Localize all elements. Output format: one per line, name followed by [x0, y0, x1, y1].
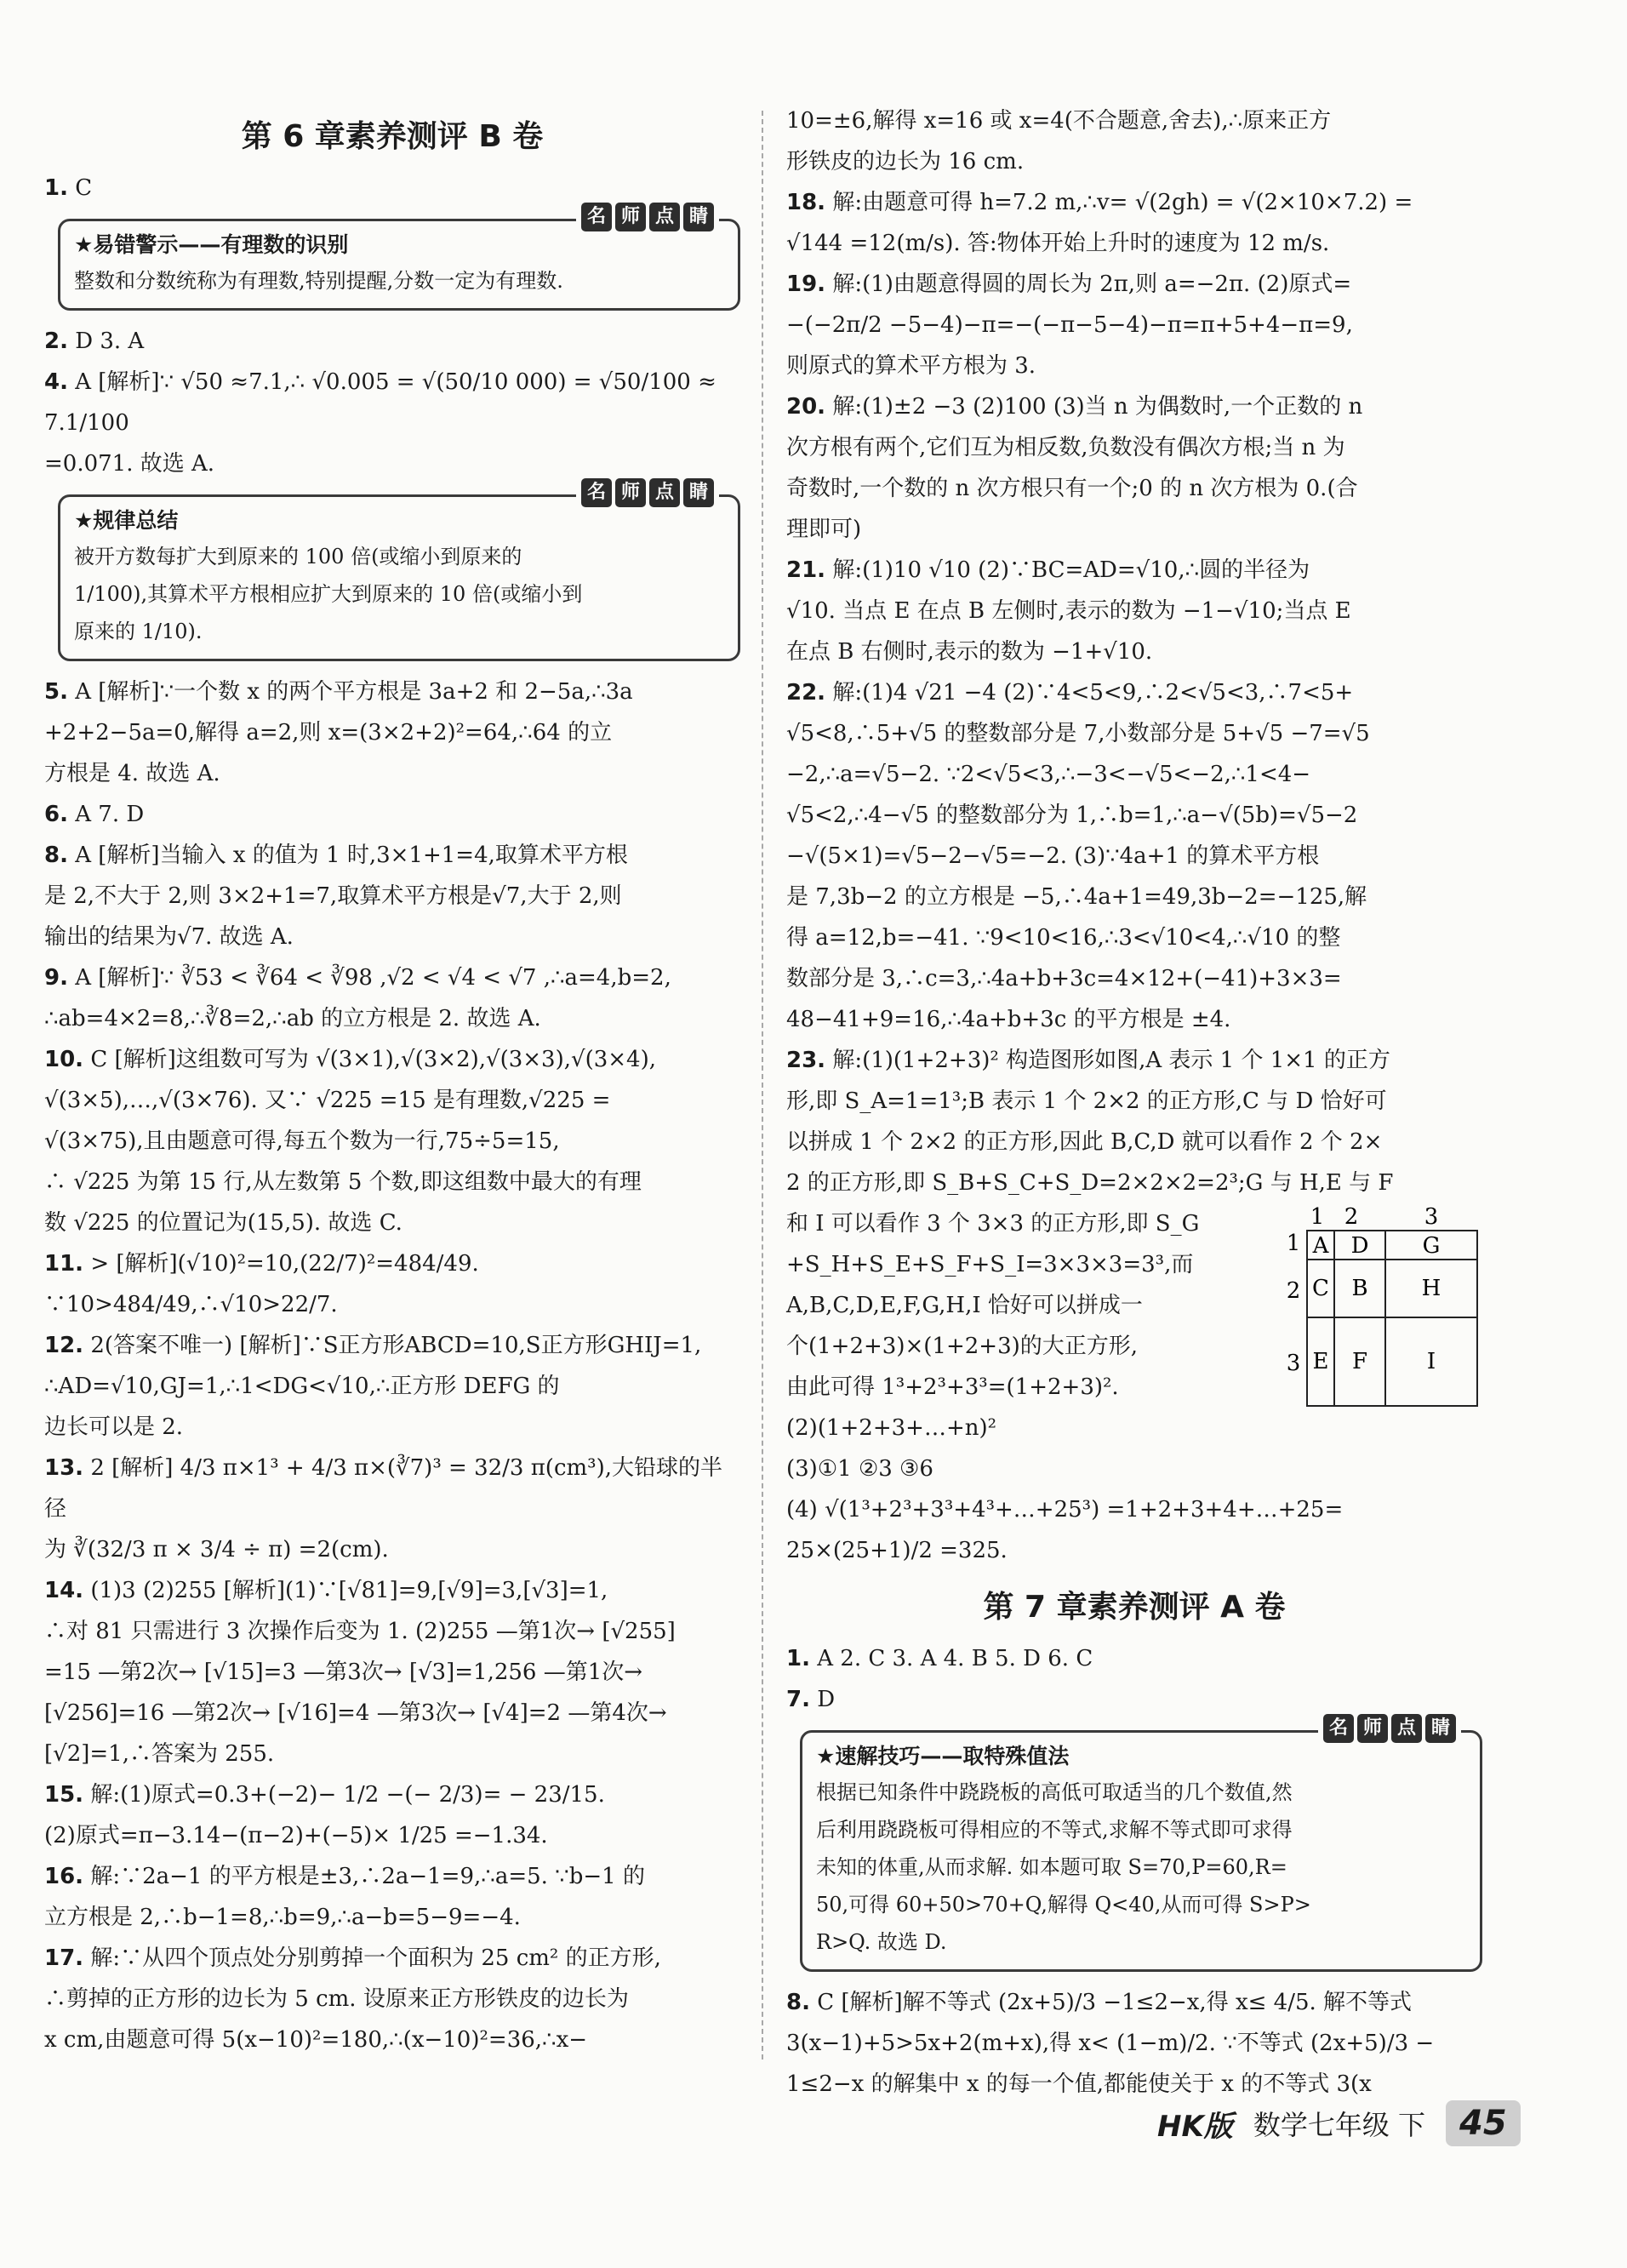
answer-17-continued: 10=±6,解得 x=16 或 x=4(不合题意,舍去),∴原来正方 形铁皮的边长为 16 cm.	[786, 108, 1332, 174]
tip-title: ★规律总结	[74, 508, 179, 533]
answer-22: 22. 解:(1)4 √21 −4 (2)∵4<5<9,∴2<√5<3,∴7<5+ √5<8,∴5+√5 的整数部分是 7,小数部分是 5+√5 −7=√5 −2,∴a=√5−2. ∵2<√5<3,∴−3<−√5<−2,∴1<4− √5<2,∴4−√5 的整数部分为 1,∴b=1,∴a−√(5b)=√5−2 −√(5×1)=√5−2−√5=−2. (3)∵4a+1 的算术平方根 是 7,3b−2 的立方根是 −5,∴4a+1=49,3b−2=−125,解 得 a=12,b=−41. ∵9<10<16,∴3<√10<4,∴√10 的整 数部分是 3,∴c=3,∴4a+b+3c=4×12+(−41)+3×3= 48−41+9=16,∴4a+b+3c 的平方根是 ±4.	[786, 680, 1370, 1032]
tip-box-error-warning	[58, 206, 740, 311]
diagram-cell: G	[1422, 1233, 1441, 1259]
diagram-cell: E	[1312, 1349, 1329, 1374]
answer-10: 10. C [解析]这组数可写为 √(3×1),√(3×2),√(3×3),√(3×4), √(3×5),…,√(3×76). 又∵ √225 =15 是有理数,√225 = √(3×75),且由题意可得,每五个数为一行,75÷5=15, ∴ √225 为第 15 行,从左数第 5 个数,即这组数中最大的有理 数 √225 的位置记为(15,5). 故选 C.	[44, 1047, 656, 1236]
tip-line: 原来的 1/10).	[74, 620, 203, 643]
answer-16: 16. 解:∵2a−1 的平方根是±3,∴2a−1=9,∴a=5. ∵b−1 的 立方根是 2,∴b−1=8,∴b=9,∴a−b=5−9=−4.	[44, 1864, 645, 1930]
diagram-col-label: 2	[1344, 1207, 1359, 1230]
tip-line: 被开方数每扩大到原来的 100 倍(或缩小到原来的	[74, 545, 522, 568]
answer-17: 17. 解:∵从四个顶点处分别剪掉一个面积为 25 cm² 的正方形, ∴剪掉的正方形的边长为 5 cm. 设原来正方形铁皮的边长为 x cm,由题意可得 5(x−10)²=180,∴(x−10)²=36,∴x−	[44, 1945, 661, 2053]
diagram-cell: A	[1312, 1233, 1329, 1259]
tip-line: 整数和分数统称为有理数,特别提醒,分数一定为有理数.	[74, 269, 563, 293]
answer-1-6: 1. A 2. C 3. A 4. B 5. D 6. C	[786, 1646, 1093, 1671]
diagram-cell: D	[1350, 1233, 1369, 1259]
diagram-cell: I	[1426, 1349, 1436, 1374]
answer-5: 5. A [解析]∵一个数 x 的两个平方根是 3a+2 和 2−5a,∴3a +2+2−5a=0,解得 a=2,则 x=(3×2+2)²=64,∴64 的立 方根是 4. 故选 A.	[44, 679, 633, 786]
tip-line: 50,可得 60+50>70+Q,解得 Q<40,从而可得 S>P>	[816, 1893, 1311, 1917]
right-column	[786, 100, 1482, 2105]
diagram-row-label: 2	[1287, 1278, 1301, 1304]
tip-box-quick-solve	[800, 1717, 1482, 1972]
answer-19: 19. 解:(1)由题意得圆的周长为 2π,则 a=−2π. (2)原式= −(−2π/2 −5−4)−π=−(−π−5−4)−π=π+5+4−π=9, 则原式的算术平方根为 3.	[786, 271, 1353, 379]
tip-line: 后利用跷跷板可得相应的不等式,求解不等式即可求得	[816, 1818, 1293, 1842]
diagram-cell: B	[1351, 1276, 1368, 1301]
tip-title: ★速解技巧——取特殊值法	[816, 1744, 1070, 1768]
page-number: 45	[1446, 2100, 1521, 2146]
diagram-cell: C	[1312, 1276, 1329, 1301]
tip-box-rule-summary	[58, 482, 740, 661]
answer-2-3: 2. D 3. A	[44, 328, 145, 354]
diagram-cell: H	[1421, 1276, 1441, 1301]
answer-9: 9. A [解析]∵ ∛53 < ∛64 < ∛98 ,√2 < √4 < √7 ,∴a=4,b=2, ∴ab=4×2=8,∴∛8=2,∴ab 的立方根是 2. 故选 A.	[44, 965, 671, 1031]
answer-18: 18. 解:由题意可得 h=7.2 m,∴v= √(2gh) = √(2×10×7.2) = √144 =12(m/s). 答:物体开始上升时的速度为 12 m/s.	[786, 190, 1413, 256]
diagram-col-label: 3	[1424, 1207, 1439, 1230]
edition-label: HK版	[1157, 2109, 1233, 2144]
tip-title: ★易错警示——有理数的识别	[74, 232, 349, 257]
answer-13: 13. 2 [解析] 4/3 π×1³ + 4/3 π×(∛7)³ = 32/3 π(cm³),大铅球的半径 为 ∛(32/3 π × 3/4 ÷ π) =2(cm).	[44, 1455, 722, 1562]
answer-1: 1. C	[44, 175, 93, 201]
teacher-tip-tag: 名 师 点 睛	[576, 203, 719, 231]
answer-11: 11. > [解析](√10)²=10,(22/7)²=484/49. ∵10>484/49,∴√10>22/7.	[44, 1251, 479, 1317]
tip-line: 1/100),其算术平方根相应扩大到原来的 10 倍(或缩小到	[74, 582, 583, 606]
tip-line: R>Q. 故选 D.	[816, 1930, 947, 1954]
answer-6-7: 6. A 7. D	[44, 802, 145, 827]
tip-line: 根据已知条件中跷跷板的高低可取适当的几个数值,然	[816, 1780, 1293, 1804]
section-heading-ch7-a: 第 7 章素养测评 A 卷	[983, 1590, 1286, 1625]
diagram-row-label: 1	[1287, 1231, 1301, 1256]
answer-20: 20. 解:(1)±2 −3 (2)100 (3)当 n 为偶数时,一个正数的 n 次方根有两个,它们互为相反数,负数没有偶次方根;当 n 为 奇数时,一个数的 n 次方根只有一个;0 的 n 次方根为 0.(合 理即可)	[786, 394, 1363, 542]
subject-label: 数学七年级 下	[1253, 2109, 1425, 2141]
answer-21: 21. 解:(1)10 √10 (2)∵BC=AD=√10,∴圆的半径为 √10. 当点 E 在点 B 左侧时,表示的数为 −1−√10;当点 E 在点 B 右侧时,表示的数为 −1+√10.	[786, 557, 1351, 665]
answer-23: 23. 解:(1)(1+2+3)² 构造图形如图,A 表示 1 个 1×1 的正方 形,即 S_A=1=1³;B 表示 1 个 2×2 的正方形,C 与 D 恰好可 以拼成 1 个 2×2 的正方形,因此 B,C,D 就可以看作 2 个 2× 2 的正方形,即 S_B+S_C+S_D=2×2×2=2³;G 与 H,E 与 F 1 2 3 1 2 3 A D G C B H E F I 和 I 可以看作 3 个 3×3 的正方形,即 S_G +S_H+S_E+S_F+S_I=3×3×3=3³,而 A,B,C,D,E,F,G,H,I 恰好可以拼成一 个(1+2+3)×(1+2+3)的大正方形, 由此可得 1³+2³+3³=(1+2+3)². (2)(1+2+3+…+n)² (3)①1 ②3 ③6 (4) √(1³+2³+3³+4³+…+25³) =1+2+3+4+…+25= 25×(25+1)/2 =325.	[786, 1040, 1482, 1571]
answer-8: 8. A [解析]当输入 x 的值为 1 时,3×1+1=4,取算术平方根 是 2,不大于 2,则 3×2+1=7,取算术平方根是√7,大于 2,则 输出的结果为√7. 故选 A.	[44, 843, 628, 950]
diagram-row-label: 3	[1287, 1351, 1301, 1376]
square-diagram	[1287, 1207, 1482, 1409]
section-heading-ch6-b: 第 6 章素养测评 B 卷	[241, 119, 544, 154]
diagram-col-label: 1	[1310, 1207, 1325, 1230]
answer-15: 15. 解:(1)原式=0.3+(−2)− 1/2 −(− 2/3)= − 23/15. (2)原式=π−3.14−(π−2)+(−5)× 1/25 =−1.34.	[44, 1782, 605, 1848]
answer-14: 14. (1)3 (2)255 [解析](1)∵[√81]=9,[√9]=3,[√3]=1, ∴对 81 只需进行 3 次操作后变为 1. (2)255 —第1次→ [√255] =15 —第2次→ [√15]=3 —第3次→ [√3]=1,256 —第1次→ [√256]=16 —第2次→ [√16]=4 —第3次→ [√4]=2 —第4次→ [√2]=1,∴答案为 255.	[44, 1578, 676, 1767]
answer-12: 12. 2(答案不唯一) [解析]∵S正方形ABCD=10,S正方形GHIJ=1, ∴AD=√10,GJ=1,∴1<DG<√10,∴正方形 DEFG 的 边长可以是 2.	[44, 1333, 702, 1440]
column-divider	[762, 111, 763, 2059]
teacher-tip-tag: 名 师 点 睛	[576, 478, 719, 507]
page-footer	[1157, 2100, 1521, 2146]
diagram-cell: F	[1351, 1349, 1368, 1374]
teacher-tip-tag: 名 师 点 睛	[1318, 1714, 1461, 1743]
answer-4: 4. A [解析]∵ √50 ≈7.1,∴ √0.005 = √(50/10 000) = √50/100 ≈ 7.1/100 =0.071. 故选 A.	[44, 369, 716, 477]
answer-7: 7. D	[786, 1687, 836, 1712]
answer-8-ch7: 8. C [解析]解不等式 (2x+5)/3 −1≤2−x,得 x≤ 4/5. 解不等式 3(x−1)+5>5x+2(m+x),得 x< (1−m)/2. ∵不等式 (2x+5)/3 − 1≤2−x 的解集中 x 的每一个值,都能使关于 x 的不等式 3(x	[786, 1990, 1435, 2097]
left-column	[44, 100, 740, 2060]
tip-line: 未知的体重,从而求解. 如本题可取 S=70,P=60,R=	[816, 1855, 1287, 1879]
